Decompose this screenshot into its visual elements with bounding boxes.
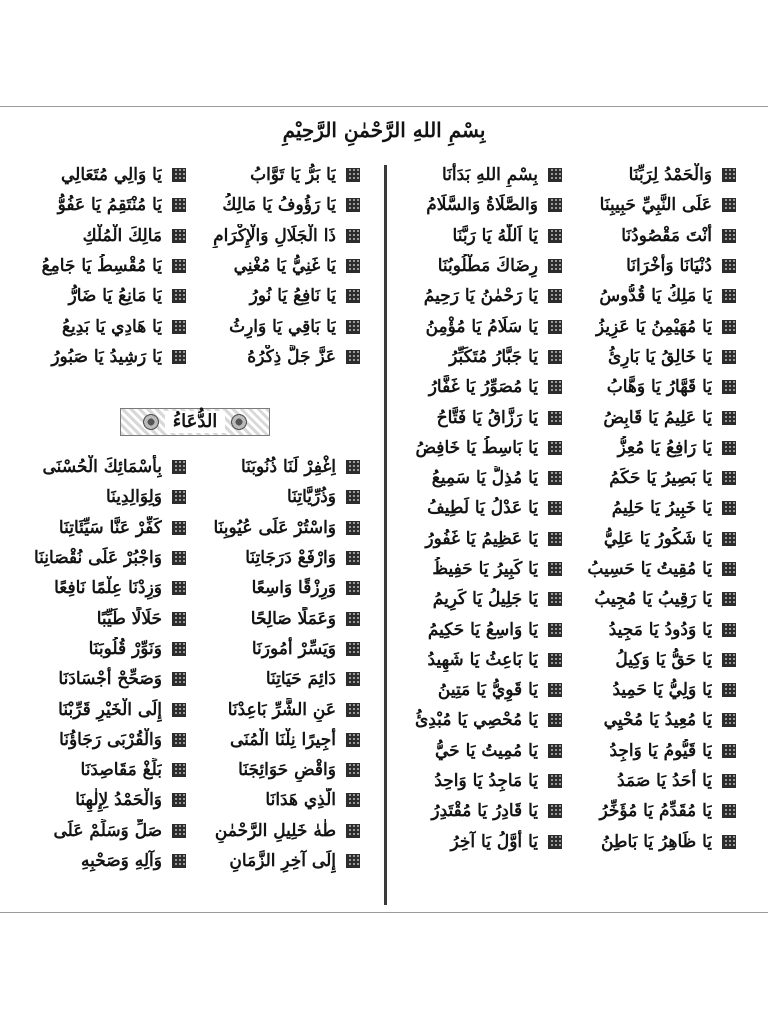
verse-second-half: يَا وَلِيُّ يَا حَمِيدُ xyxy=(612,680,712,701)
verse-first-half: يَا بَاسِطُ يَا خَافِضُ xyxy=(415,437,538,458)
verse-first-half: صَلِّ وَسَلِّمْ عَلَى xyxy=(53,820,162,841)
verse-row xyxy=(22,816,370,846)
verse-first-half: حَلَالًا طَيِّبًا xyxy=(96,608,162,629)
verse-first-half: مَالِكَ الْمُلْكِ xyxy=(82,225,162,246)
verse-marker-icon xyxy=(172,521,186,535)
dua-heading xyxy=(120,408,270,436)
verse-marker-icon xyxy=(346,289,360,303)
verse-second-half: دَائِمَ حَيَاتِنَا xyxy=(265,669,336,690)
verse-marker-icon xyxy=(548,835,562,849)
verse-second-half: يَا قَيُّومُ يَا وَاجِدُ xyxy=(609,740,712,761)
verse-second-half: وَذُرِّيَّاتِنَا xyxy=(287,487,336,508)
verse-first-half: إِلَى الْخَيْرِ قَرِّبْنَا xyxy=(58,699,162,720)
verse-row xyxy=(398,524,746,554)
verse-marker-icon xyxy=(722,168,736,182)
verse-row xyxy=(22,513,370,543)
verse-row xyxy=(398,433,746,463)
verse-row xyxy=(22,342,370,372)
verse-first-half: كَفِّرْ عَنَّا سَيِّئَاتِنَا xyxy=(58,517,162,538)
verse-second-half: أَجِيرًا نِلْنَا الْمُنَى xyxy=(229,729,336,750)
verse-marker-icon xyxy=(548,744,562,758)
verse-marker-icon xyxy=(172,824,186,838)
verse-marker-icon xyxy=(172,460,186,474)
verse-marker-icon xyxy=(548,713,562,727)
verse-second-half: اِغْفِرْ لَنَا ذُنُوبَنَا xyxy=(240,457,336,478)
verse-row xyxy=(22,785,370,815)
verse-marker-icon xyxy=(172,490,186,504)
verse-marker-icon xyxy=(548,532,562,546)
verse-second-half: يَا وَدُودُ يَا مَجِيدُ xyxy=(608,619,712,640)
verse-row xyxy=(398,493,746,523)
verse-second-half: ذَا الْجَلَالِ وَالْإِكْرَامِ xyxy=(213,225,336,246)
verse-second-half: وَاسْتُرْ عَلَى عُيُوبِنَا xyxy=(213,517,336,538)
verse-second-half: يَا بَرُّ يَا تَوَّابُ xyxy=(250,165,336,186)
verse-row xyxy=(398,342,746,372)
verse-marker-icon xyxy=(722,623,736,637)
verse-marker-icon xyxy=(548,471,562,485)
verse-marker-icon xyxy=(346,612,360,626)
verse-marker-icon xyxy=(172,854,186,868)
verse-first-half: يَا وَاسِعُ يَا حَكِيمُ xyxy=(427,619,538,640)
verse-marker-icon xyxy=(346,320,360,334)
verse-row xyxy=(22,452,370,482)
verse-second-half: يَا قَهَّارُ يَا وَهَّابُ xyxy=(606,377,712,398)
verse-second-half: طٰهٰ خَلِيلِ الرَّحْمٰنِ xyxy=(214,820,336,841)
verse-second-half: يَا شَكُورُ يَا عَلِيُّ xyxy=(603,528,712,549)
verse-second-half: وَعَمَلًا صَالِحًا xyxy=(250,608,336,629)
verse-second-half: يَا أَحَدُ يَا صَمَدُ xyxy=(617,771,712,792)
verse-first-half: يَا بَاعِثُ يَا شَهِيدُ xyxy=(427,649,538,670)
verse-marker-icon xyxy=(172,289,186,303)
verse-first-half: رِضَاكَ مَطْلُوبُنَا xyxy=(437,256,538,277)
verse-second-half: يَا غَنِيُّ يَا مُغْنِي xyxy=(233,256,336,277)
verse-second-half: دُنْيَانَا وَأُخْرَانَا xyxy=(626,256,712,277)
verse-row xyxy=(398,221,746,251)
verse-first-half: يَا عَظِيمُ يَا غَفُورُ xyxy=(425,528,538,549)
verse-marker-icon xyxy=(346,521,360,535)
verse-marker-icon xyxy=(722,380,736,394)
verse-first-half: يَا مُنْتَقِمُ يَا عَفُوُّ xyxy=(57,195,162,216)
verse-marker-icon xyxy=(346,551,360,565)
verse-first-half: يَا وَالِي مُتَعَالِي xyxy=(61,165,162,186)
verse-marker-icon xyxy=(548,592,562,606)
verse-first-half: وَآلِهِ وَصَحْبِهِ xyxy=(80,851,162,871)
verse-row xyxy=(398,463,746,493)
dua-title: الدُّعَاءُ xyxy=(165,411,226,433)
verse-row xyxy=(22,603,370,633)
verse-row xyxy=(22,694,370,724)
verse-marker-icon xyxy=(346,763,360,777)
verse-marker-icon xyxy=(722,713,736,727)
verse-row xyxy=(22,190,370,220)
verse-row xyxy=(398,645,746,675)
verse-marker-icon xyxy=(346,198,360,212)
verse-row xyxy=(22,634,370,664)
left-column-dua xyxy=(22,452,370,876)
verse-row xyxy=(22,281,370,311)
verse-first-half: يَا مُقْسِطُ يَا جَامِعُ xyxy=(41,256,162,277)
verse-marker-icon xyxy=(172,259,186,273)
verse-marker-icon xyxy=(172,733,186,747)
verse-row xyxy=(398,705,746,735)
top-rule xyxy=(0,106,768,107)
verse-second-half: وَيَسِّرْ أُمُورَنَا xyxy=(251,638,336,659)
verse-first-half: وَالصَّلَاةُ وَالسَّلَامُ xyxy=(426,195,538,216)
verse-second-half: إِلَى آخِرِ الزَّمَانِ xyxy=(229,851,336,871)
verse-marker-icon xyxy=(346,793,360,807)
verse-second-half: يَا خَالِقُ يَا بَارِئُ xyxy=(607,346,712,367)
verse-first-half: يَا رَحْمٰنُ يَا رَحِيمُ xyxy=(423,286,538,307)
left-column-names xyxy=(22,160,370,372)
verse-second-half: يَا نَافِعُ يَا نُورُ xyxy=(249,286,336,307)
verse-row xyxy=(398,281,746,311)
column-divider xyxy=(384,165,387,905)
verse-marker-icon xyxy=(722,804,736,818)
verse-first-half: يَا أَوَّلُ يَا آخِرُ xyxy=(450,831,538,852)
verse-marker-icon xyxy=(346,350,360,364)
verse-row xyxy=(398,584,746,614)
verse-second-half: وَرِزْقًا وَاسِعًا xyxy=(251,578,336,599)
verse-marker-icon xyxy=(722,411,736,425)
verse-row xyxy=(22,846,370,876)
verse-row xyxy=(22,251,370,281)
verse-first-half: يَا قَوِيُّ يَا مَتِينُ xyxy=(437,680,538,701)
verse-marker-icon xyxy=(722,744,736,758)
verse-first-half: يَا عَدْلُ يَا لَطِيفُ xyxy=(427,498,538,519)
verse-marker-icon xyxy=(346,229,360,243)
verse-marker-icon xyxy=(346,703,360,717)
verse-first-half: يَا مُصَوِّرُ يَا غَفَّارُ xyxy=(428,377,538,398)
bottom-rule xyxy=(0,912,768,913)
verse-marker-icon xyxy=(172,168,186,182)
verse-marker-icon xyxy=(172,229,186,243)
verse-marker-icon xyxy=(172,551,186,565)
verse-row xyxy=(22,482,370,512)
verse-row xyxy=(22,543,370,573)
verse-marker-icon xyxy=(722,229,736,243)
verse-marker-icon xyxy=(172,612,186,626)
verse-second-half: وَاقْضِ حَوَائِجَنَا xyxy=(238,760,336,781)
verse-marker-icon xyxy=(346,259,360,273)
ornament-icon xyxy=(231,414,247,430)
verse-first-half: يَا مُمِيتُ يَا حَيُّ xyxy=(434,740,538,761)
verse-row xyxy=(398,402,746,432)
verse-first-half: يَا جَبَّارُ مُتَكَبِّرُ xyxy=(449,346,538,367)
verse-first-half: وَاجْبُرْ عَلَى نُقْصَانِنَا xyxy=(33,548,162,569)
verse-row xyxy=(398,614,746,644)
verse-second-half: يَا مُقِيتُ يَا حَسِيبُ xyxy=(587,559,712,579)
verse-first-half: يَا مُحْصِي يَا مُبْدِئُ xyxy=(414,710,538,731)
verse-marker-icon xyxy=(346,733,360,747)
verse-first-half: يَا رَشِيدُ يَا صَبُورُ xyxy=(51,346,162,367)
verse-second-half: يَا مُقَدِّمُ يَا مُؤَخِّرُ xyxy=(599,801,712,822)
verse-marker-icon xyxy=(346,672,360,686)
verse-marker-icon xyxy=(346,460,360,474)
verse-marker-icon xyxy=(172,350,186,364)
verse-second-half: عَلَى النَّبِيِّ حَبِيبِنَا xyxy=(599,195,712,216)
verse-first-half: يَا مُذِلُّ يَا سَمِيعُ xyxy=(431,468,538,489)
verse-marker-icon xyxy=(172,703,186,717)
verse-second-half: يَا ظَاهِرُ يَا بَاطِنُ xyxy=(600,831,712,852)
verse-marker-icon xyxy=(172,763,186,777)
verse-row xyxy=(398,190,746,220)
verse-first-half: يَا جَلِيلُ يَا كَرِيمُ xyxy=(432,589,538,610)
verse-marker-icon xyxy=(722,350,736,364)
verse-row xyxy=(398,827,746,857)
verse-first-half: يَا مَاجِدُ يَا وَاحِدُ xyxy=(434,771,538,792)
verse-second-half: وَالْحَمْدُ لِرَبِّنَا xyxy=(628,165,712,186)
verse-second-half: يَا مَلِكُ يَا قُدُّوسُ xyxy=(599,286,712,307)
verse-marker-icon xyxy=(722,592,736,606)
verse-row xyxy=(22,221,370,251)
verse-row xyxy=(398,736,746,766)
verse-marker-icon xyxy=(548,501,562,515)
verse-second-half: وَارْفَعْ دَرَجَاتِنَا xyxy=(245,548,336,569)
verse-marker-icon xyxy=(548,289,562,303)
verse-second-half: عَنِ الشَّرِّ بَاعِدْنَا xyxy=(227,699,336,720)
verse-first-half: وَلِوَالِدِينَا xyxy=(105,487,162,508)
verse-first-half: يَا كَبِيرُ يَا حَفِيظُ xyxy=(432,559,538,579)
verse-marker-icon xyxy=(548,441,562,455)
verse-second-half: يَا مُهَيْمِنُ يَا عَزِيزُ xyxy=(595,316,712,337)
verse-second-half: يَا عَلِيمُ يَا قَابِضُ xyxy=(603,407,712,428)
basmala-title: بِسْمِ اللهِ الرَّحْمٰنِ الرَّحِيْمِ xyxy=(282,118,486,142)
ornament-icon xyxy=(143,414,159,430)
verse-marker-icon xyxy=(346,854,360,868)
verse-marker-icon xyxy=(548,562,562,576)
verse-marker-icon xyxy=(346,168,360,182)
verse-first-half: يَا اَللّٰهُ يَا رَبَّنَا xyxy=(452,225,538,246)
verse-marker-icon xyxy=(548,774,562,788)
verse-second-half: يَا رَافِعُ يَا مُعِزُّ xyxy=(617,437,712,458)
verse-second-half: يَا بَاقِي يَا وَارِثُ xyxy=(229,316,336,337)
verse-first-half: يَا هَادِي يَا بَدِيعُ xyxy=(61,316,162,337)
verse-second-half: يَا مُعِيدُ يَا مُحْيِي xyxy=(603,710,712,731)
verse-marker-icon xyxy=(346,490,360,504)
verse-marker-icon xyxy=(172,198,186,212)
verse-marker-icon xyxy=(722,562,736,576)
verse-first-half: بِسْمِ اللهِ بَدَأْنَا xyxy=(442,165,538,186)
verse-marker-icon xyxy=(722,532,736,546)
verse-marker-icon xyxy=(172,320,186,334)
verse-second-half: عَزَّ جَلَّ ذِكْرُهُ xyxy=(247,346,336,367)
verse-row xyxy=(22,573,370,603)
verse-row xyxy=(398,766,746,796)
verse-first-half: يَا سَلَامُ يَا مُؤْمِنُ xyxy=(425,316,538,337)
verse-row xyxy=(22,160,370,190)
verse-marker-icon xyxy=(548,380,562,394)
verse-row xyxy=(398,554,746,584)
verse-marker-icon xyxy=(172,793,186,807)
verse-first-half: وَصَحِّحْ أَجْسَادَنَا xyxy=(58,669,162,690)
verse-marker-icon xyxy=(722,835,736,849)
verse-marker-icon xyxy=(722,501,736,515)
verse-second-half: أَنْتَ مَقْصُودُنَا xyxy=(621,225,712,246)
verse-row xyxy=(22,725,370,755)
verse-marker-icon xyxy=(346,824,360,838)
verse-row xyxy=(398,675,746,705)
verse-marker-icon xyxy=(548,653,562,667)
verse-marker-icon xyxy=(172,672,186,686)
verse-second-half: يَا خَبِيرُ يَا حَلِيمُ xyxy=(611,498,712,519)
verse-first-half: وَنَوِّرْ قُلُوبَنَا xyxy=(88,638,162,659)
verse-second-half: يَا رَقِيبُ يَا مُجِيبُ xyxy=(594,589,712,610)
verse-second-half: الَّذِي هَدَانَا xyxy=(265,790,336,811)
verse-first-half: وَزِدْنَا عِلْمًا نَافِعًا xyxy=(54,578,162,599)
verse-marker-icon xyxy=(346,642,360,656)
verse-marker-icon xyxy=(722,653,736,667)
verse-second-half: يَا رَؤُوفُ يَا مَالِكُ xyxy=(222,195,336,216)
verse-first-half: وَالْقُرْبَى رَجَاؤُنَا xyxy=(59,729,162,750)
verse-first-half: يَا رَزَّاقُ يَا فَتَّاحُ xyxy=(436,407,538,428)
verse-marker-icon xyxy=(548,804,562,818)
verse-marker-icon xyxy=(548,320,562,334)
right-column xyxy=(398,160,746,857)
verse-row xyxy=(398,160,746,190)
verse-row xyxy=(398,372,746,402)
verse-second-half: يَا بَصِيرُ يَا حَكَمُ xyxy=(609,468,712,489)
verse-marker-icon xyxy=(722,289,736,303)
verse-marker-icon xyxy=(722,683,736,697)
verse-marker-icon xyxy=(548,198,562,212)
verse-second-half: يَا حَقُّ يَا وَكِيلُ xyxy=(615,649,712,670)
verse-marker-icon xyxy=(548,350,562,364)
verse-first-half: يَا قَادِرُ يَا مُقْتَدِرُ xyxy=(431,801,538,822)
verse-marker-icon xyxy=(548,229,562,243)
verse-marker-icon xyxy=(548,168,562,182)
verse-first-half: بِأَسْمَائِكَ الْحُسْنَى xyxy=(42,457,162,478)
verse-marker-icon xyxy=(548,259,562,273)
verse-marker-icon xyxy=(548,683,562,697)
verse-row xyxy=(398,311,746,341)
verse-marker-icon xyxy=(722,441,736,455)
verse-marker-icon xyxy=(722,198,736,212)
verse-marker-icon xyxy=(722,774,736,788)
verse-row xyxy=(398,251,746,281)
verse-marker-icon xyxy=(722,471,736,485)
verse-row xyxy=(22,664,370,694)
verse-marker-icon xyxy=(722,259,736,273)
verse-marker-icon xyxy=(548,623,562,637)
verse-marker-icon xyxy=(346,581,360,595)
verse-row xyxy=(398,796,746,826)
verse-first-half: يَا مَانِعُ يَا ضَارُّ xyxy=(68,286,162,307)
verse-row xyxy=(22,311,370,341)
verse-marker-icon xyxy=(172,642,186,656)
verse-marker-icon xyxy=(548,411,562,425)
verse-first-half: بَلِّغْ مَقَاصِدَنَا xyxy=(80,760,162,781)
verse-first-half: وَالْحَمْدُ لِإِلٰهِنَا xyxy=(75,790,162,811)
verse-marker-icon xyxy=(722,320,736,334)
verse-marker-icon xyxy=(172,581,186,595)
verse-row xyxy=(22,755,370,785)
